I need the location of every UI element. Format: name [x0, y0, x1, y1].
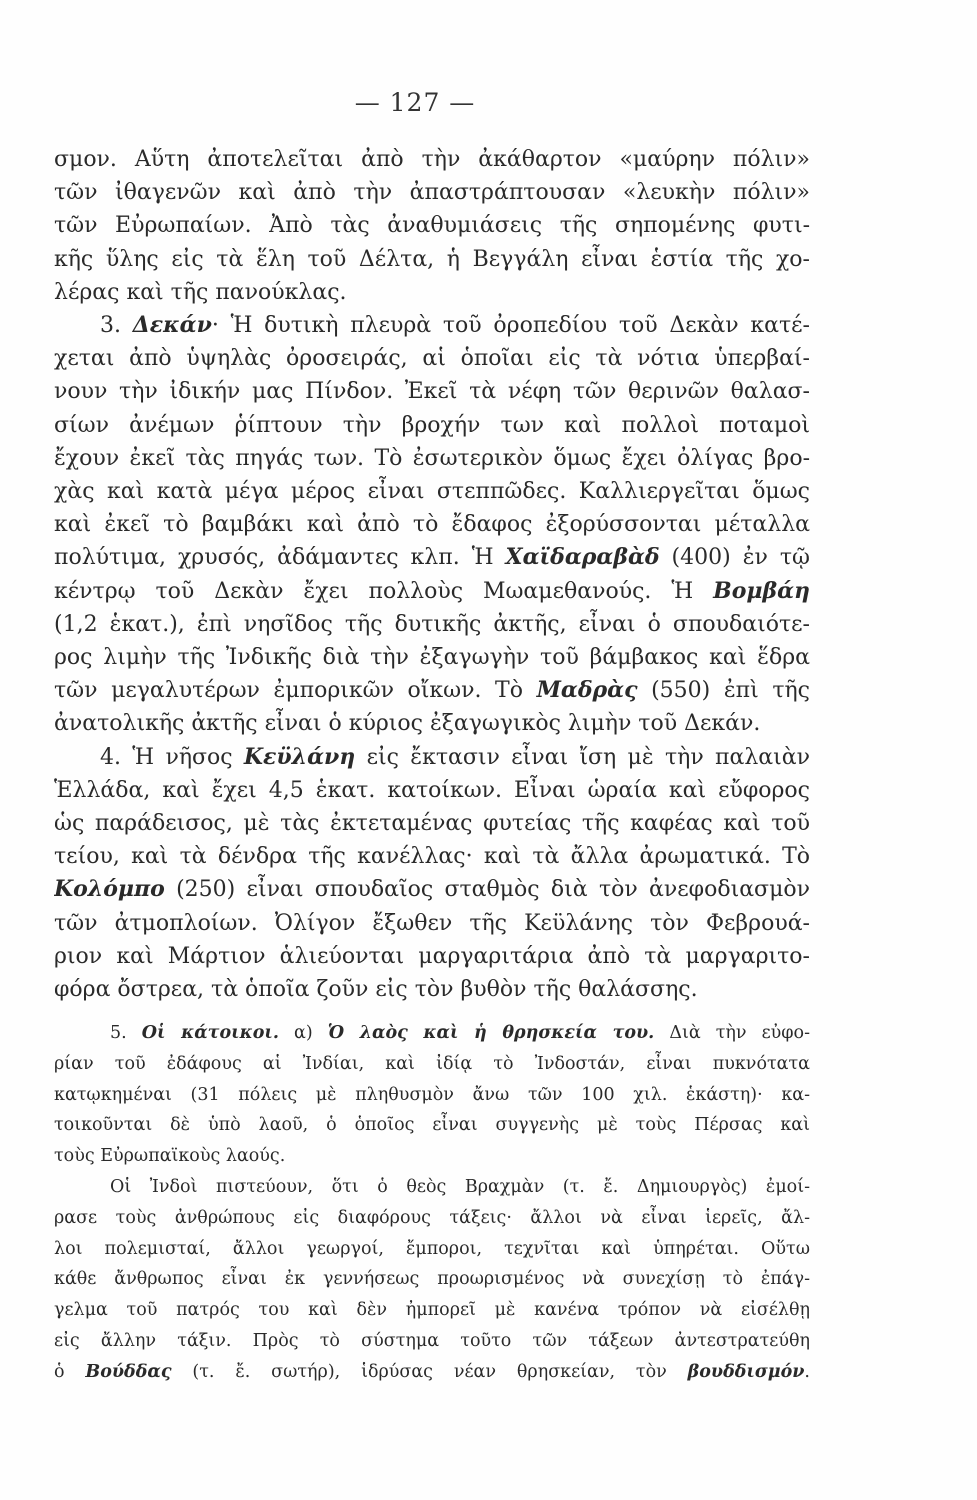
line-text: · Ἡ δυτικὴ πλευρὰ τοῦ ὀροπεδίου τοῦ Δεκὰν κατέ-	[211, 313, 810, 339]
text-line	[54, 375, 810, 408]
text-line	[54, 575, 810, 608]
text-line	[54, 541, 810, 574]
line-text: (400) ἐν τῷ	[659, 545, 810, 571]
footnote-text-block	[54, 1018, 810, 1388]
line-text: εἰς ἔκτασιν εἶναι ἴση μὲ τὴν παλαιὰν	[355, 744, 810, 770]
text-line	[54, 608, 810, 641]
emphasized-term: Μαδρὰς	[536, 677, 638, 704]
text-line	[54, 475, 810, 508]
text-line	[54, 1326, 810, 1357]
text-line	[54, 1172, 810, 1203]
text-line	[54, 209, 810, 242]
line-text: τῶν Εὐρωπαίων. Ἀπὸ τὰς ἀναθυμιάσεις τῆς σηπομένης φυτι-	[54, 213, 810, 239]
line-text: γελμα τοῦ πατρός του καὶ δὲν ἠμπορεῖ μὲ κανένα τρόπον νὰ εἰσέλθῃ	[54, 1300, 810, 1321]
line-text: ρασε τοὺς ἀνθρώπους εἰς διαφόρους τάξεις· ἄλλοι νὰ εἶναι ἱερεῖς, ἄλ-	[54, 1207, 810, 1228]
line-text: σμον. Αὕτη ἀποτελεῖται ἀπὸ τὴν ἀκάθαρτον «μαύρην πόλιν»	[54, 147, 810, 172]
emphasized-term: Κολόμπο	[54, 876, 165, 903]
line-text: ὁ	[54, 1361, 86, 1382]
line-text: κάθε ἄνθρωπος εἶναι ἐκ γεννήσεως προωρισμένος νὰ συνεχίσῃ τὸ ἐπάγ-	[54, 1269, 810, 1290]
line-text: (550) ἐπὶ τῆς	[637, 678, 810, 704]
line-text: .	[804, 1361, 810, 1382]
text-line	[54, 840, 810, 873]
line-text: καὶ ἐκεῖ τὸ βαμβάκι καὶ ἀπὸ τὸ ἔδαφος ἐξορύσσονται μέταλλα	[54, 512, 810, 538]
emphasized-term: Δεκάν	[132, 312, 212, 339]
line-text: χεται ἀπὸ ὑψηλὰς ὀροσειράς, αἱ ὁποῖαι εἰς τὰ νότια ὑπερβαί-	[54, 346, 810, 372]
line-text: τοικοῦνται δὲ ὑπὸ λαοῦ, ὁ ὁποῖος εἶναι συγγενὴς μὲ τοὺς Πέρσας καὶ	[54, 1115, 810, 1136]
text-line	[54, 873, 810, 906]
text-line	[54, 1080, 810, 1111]
text-line	[54, 143, 810, 176]
text-line	[54, 342, 810, 375]
line-text: (1,2 ἑκατ.), ἐπὶ νησῖδος τῆς δυτικῆς ἀκτῆς, εἶναι ὁ σπουδαιότε-	[54, 611, 810, 637]
emphasized-term: βουδδισμόν	[687, 1361, 805, 1382]
line-text: (τ. ἔ. σωτήρ), ἱδρύσας νέαν θρησκείαν, τὸν	[171, 1361, 688, 1382]
text-line	[54, 409, 810, 442]
line-text: ριον καὶ Μάρτιον ἁλιεύονται μαργαριτάρια ἀπὸ τὰ μαργαριτο-	[54, 943, 810, 969]
text-line	[54, 641, 810, 674]
text-line	[54, 907, 810, 940]
line-text: σίων ἀνέμων ῥίπτουν τὴν βροχήν των καὶ πολλοὶ ποταμοὶ	[54, 412, 810, 438]
line-text: κέντρῳ τοῦ Δεκὰν ἔχει πολλοὺς Μωαμεθανούς. Ἡ	[54, 578, 714, 604]
line-text: Ἑλλάδα, καὶ ἔχει 4,5 ἑκατ. κατοίκων. Εἶναι ὡραία καὶ εὔφορος	[54, 777, 810, 803]
text-line	[54, 508, 810, 541]
text-line	[54, 741, 810, 774]
line-text: Διὰ τὴν εὐφο-	[654, 1023, 810, 1043]
text-line	[54, 1018, 810, 1049]
line-text: τῶν ἀτμοπλοίων. Ὀλίγον ἔξωθεν τῆς Κεϋλάνης τὸν Φεβρουά-	[54, 910, 810, 936]
line-text: 4. Ἡ νῆσος	[100, 744, 244, 770]
text-line	[54, 176, 810, 209]
emphasized-term: Βομβάη	[713, 577, 810, 604]
text-line	[54, 774, 810, 807]
text-line	[54, 807, 810, 840]
text-line	[54, 276, 810, 309]
line-text: (250) εἶναι σπουδαῖος σταθμὸς διὰ τὸν ἀνεφοδιασμὸν	[164, 877, 810, 903]
text-line	[54, 1264, 810, 1295]
line-text: ὡς παράδεισος, μὲ τὰς ἐκτεταμένας φυτείας τῆς καφέας καὶ τοῦ	[54, 811, 810, 837]
line-text: τῶν μεγαλυτέρων ἐμπορικῶν οἴκων. Τὸ	[54, 678, 537, 704]
text-line	[54, 309, 810, 342]
line-text: πολύτιμα, χρυσός, ἀδάμαντες κλπ. Ἡ	[54, 545, 506, 571]
emphasized-term: Ὁ λαὸς καὶ ἡ θρησκεία του.	[327, 1023, 655, 1043]
line-text: ἀνατολικῆς ἀκτῆς εἶναι ὁ κύριος ἐξαγωγικὸς λιμὴν τοῦ Δεκάν.	[54, 711, 761, 737]
text-line	[54, 243, 810, 276]
line-text: φόρα ὄστρεα, τὰ ὁποῖα ζοῦν εἰς τὸν βυθὸν τῆς θαλάσσης.	[54, 977, 698, 1003]
emphasized-term: Βούδδας	[85, 1361, 172, 1382]
text-line	[54, 973, 810, 1006]
text-line	[54, 1203, 810, 1234]
page-number: — 127 —	[354, 88, 476, 117]
text-line	[54, 1049, 810, 1080]
text-line	[54, 1234, 810, 1265]
emphasized-term: Χαϊδαραβὰδ	[505, 544, 660, 571]
text-line	[54, 707, 810, 740]
main-text-block	[54, 143, 810, 1006]
line-text: χὰς καὶ κατὰ μέγα μέρος εἶναι στεππῶδες. Καλλιεργεῖται ὅμως	[54, 479, 810, 505]
emphasized-term: Οἱ κάτοικοι.	[141, 1023, 279, 1043]
text-line	[54, 1110, 810, 1141]
text-line	[54, 1141, 810, 1172]
text-line	[54, 1357, 810, 1388]
line-text: τῶν ἰθαγενῶν καὶ ἀπὸ τὴν ἀπαστράπτουσαν «λευκὴν πόλιν»	[54, 180, 810, 206]
line-text: τείου, καὶ τὰ δένδρα τῆς κανέλλας· καὶ τὰ ἄλλα ἀρωματικά. Τὸ	[54, 844, 810, 870]
text-line	[54, 442, 810, 475]
line-text: ρίαν τοῦ ἐδάφους αἱ Ἰνδίαι, καὶ ἰδίᾳ τὸ Ἰνδοστάν, εἶναι πυκνότατα	[54, 1053, 810, 1074]
line-text: α)	[278, 1023, 328, 1043]
line-text: λέρας καὶ τῆς πανούκλας.	[54, 279, 347, 305]
line-text: νουν τὴν ἰδικήν μας Πίνδον. Ἐκεῖ τὰ νέφη τῶν θερινῶν θαλασ-	[54, 379, 810, 405]
line-text: κῆς ὕλης εἰς τὰ ἕλη τοῦ Δέλτα, ἡ Βεγγάλη εἶναι ἑστία τῆς χο-	[54, 246, 810, 272]
text-line	[54, 674, 810, 707]
line-text: Οἱ Ἰνδοὶ πιστεύουν, ὅτι ὁ θεὸς Βραχμὰν (τ. ἔ. Δημιουργὸς) ἐμοί-	[110, 1176, 810, 1197]
emphasized-term: Κεϋλάνη	[243, 743, 356, 770]
line-text: 5.	[110, 1023, 142, 1043]
line-text: ρος λιμὴν τῆς Ἰνδικῆς διὰ τὴν ἐξαγωγὴν τοῦ βάμβακος καὶ ἕδρα	[54, 645, 810, 671]
line-text: εἰς ἄλλην τάξιν. Πρὸς τὸ σύστημα τοῦτο τῶν τάξεων ἀντεστρατεύθη	[54, 1330, 810, 1351]
line-text: λοι πολεμισταί, ἄλλοι γεωργοί, ἔμποροι, τεχνῖται καὶ ὑπηρέται. Οὕτω	[54, 1238, 810, 1259]
line-text: κατῳκημέναι (31 πόλεις μὲ πληθυσμὸν ἄνω τῶν 100 χιλ. ἑκάστη)· κα-	[54, 1084, 810, 1105]
text-line	[54, 940, 810, 973]
text-line	[54, 1295, 810, 1326]
line-text: 3.	[100, 313, 133, 339]
line-text: τοὺς Εὐρωπαϊκοὺς λαούς.	[54, 1146, 286, 1167]
line-text: ἔχουν ἐκεῖ τὰς πηγάς των. Τὸ ἐσωτερικὸν ὅμως ἔχει ὀλίγας βρο-	[54, 445, 810, 471]
